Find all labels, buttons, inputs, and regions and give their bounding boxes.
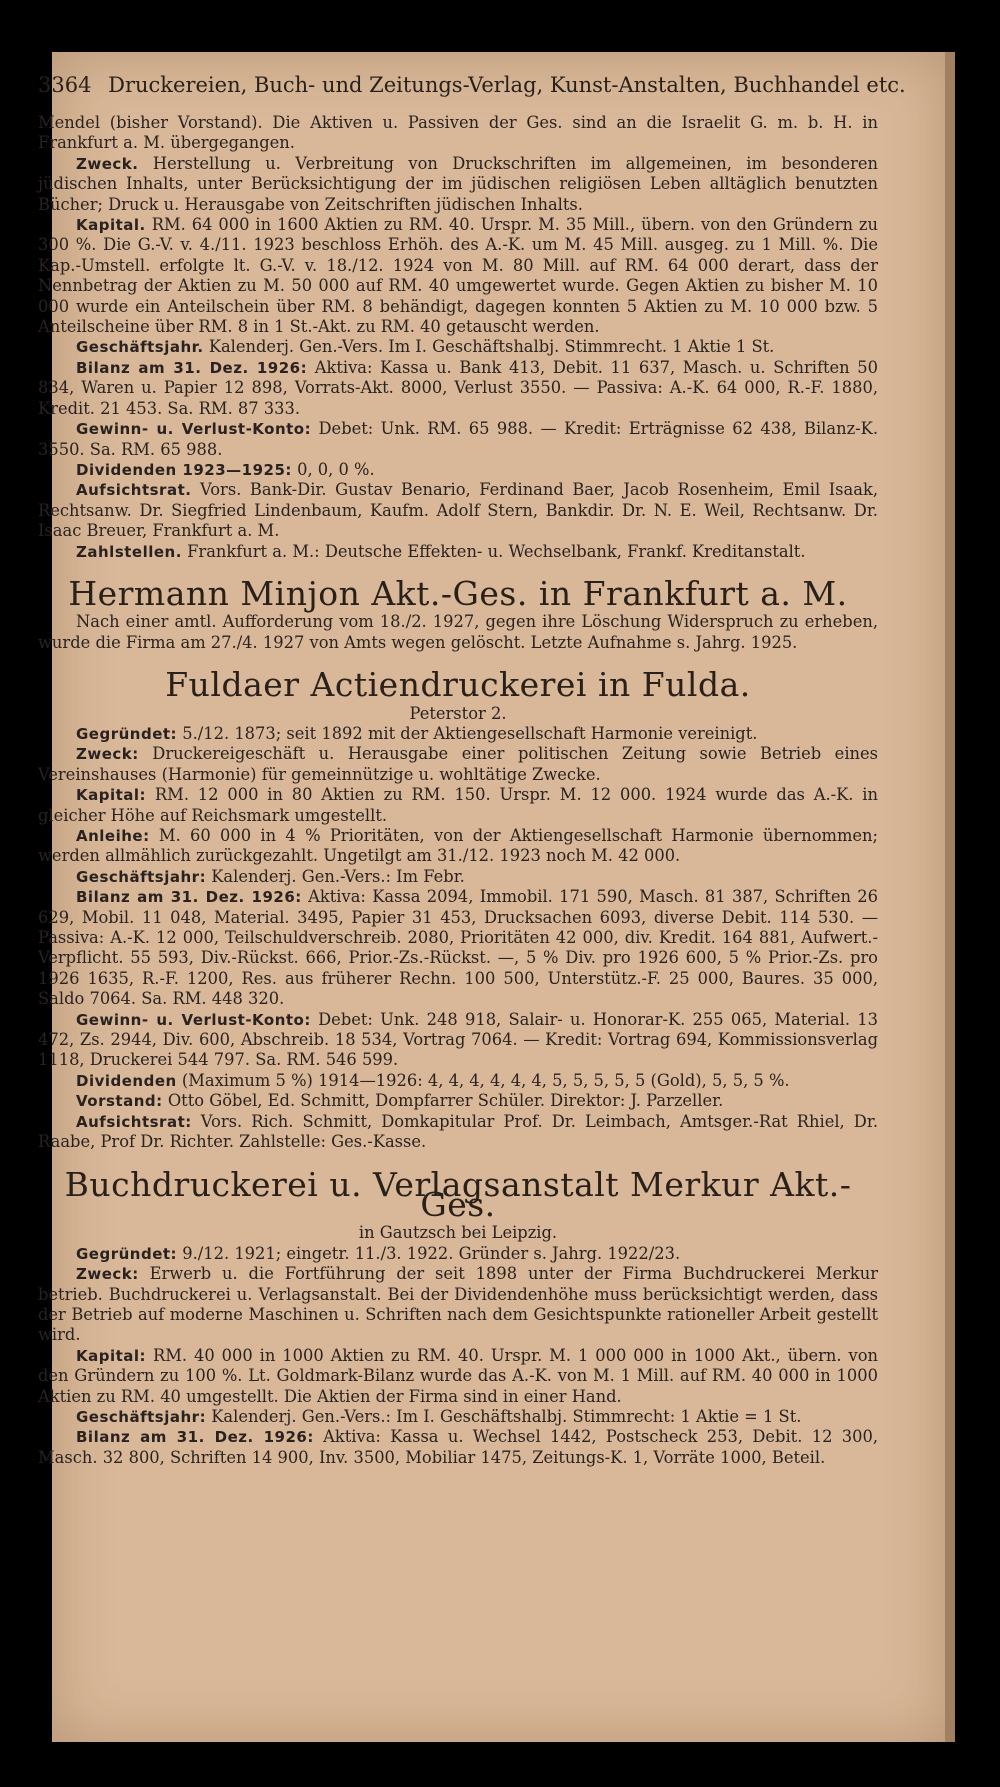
entry-label: Kapital: bbox=[76, 786, 147, 805]
entry-paragraph bbox=[38, 460, 878, 480]
entry-label: Geschäftsjahr: bbox=[76, 1407, 207, 1426]
entry-paragraph bbox=[38, 1407, 878, 1427]
entry-paragraph bbox=[38, 1071, 878, 1091]
entry-paragraph bbox=[38, 419, 878, 460]
entry-text: Vors. Rich. Schmitt, Domkapitular Prof. Dr. Leimbach, Amtsger.-Rat Rhiel, Dr. Raabe, Prof Dr. Richter. Zahlstelle: Ges.-Kasse. bbox=[38, 1111, 878, 1152]
entry-text: Debet: Unk. 248 918, Salair- u. Honorar-K. 255 065, Material. 13 472, Zs. 2944, Div. 600, Abschreib. 18 534, Vortrag 7064. — Kredit: Vortrag 694, Kommissionsverlag 1118, Druckerei 544 797. Sa. RM. 546 599. bbox=[38, 1009, 878, 1070]
entry-text: Debet: Unk. RM. 65 988. — Kredit: Erträgnisse 62 438, Bilanz-K. 3550. Sa. RM. 65 988. bbox=[38, 419, 878, 459]
entry-label: Bilanz am 31. Dez. 1926: bbox=[76, 1428, 314, 1447]
entry-text: Kalenderj. Gen.-Vers.: Im I. Geschäftshalbj. Stimmrecht: 1 Aktie = 1 St. bbox=[206, 1406, 802, 1426]
entry-text: Herstellung u. Verbreitung von Druckschriften im allgemeinen, im besonderen jüdischen Inhalts, unter Berücksichtigung der im jüdischen religiösen Leben alltäglich benutzten Bücher; Druck u. Herausgabe von Zeitschriften jüdischen Inhalts. bbox=[38, 153, 878, 214]
entry-label: Bilanz am 31. Dez. 1926: bbox=[76, 888, 302, 907]
entry-paragraph bbox=[38, 358, 878, 419]
entry-text: Nach einer amtl. Aufforderung vom 18./2. 1927, gegen ihre Löschung Widerspruch zu erheben, wurde die Firma am 27./4. 1927 von Amts wegen gelöscht. Letzte Aufnahme s. Jahrg. 1925. bbox=[38, 612, 878, 652]
entry-text: Druckereigeschäft u. Herausgabe einer politischen Zeitung sowie Betrieb eines Vereinshauses (Harmonie) für gemeinnützige u. wohltätige Zwecke. bbox=[38, 744, 878, 784]
entry-text: RM. 40 000 in 1000 Aktien zu RM. 40. Urspr. M. 1 000 000 in 1000 Akt., übern. von den Gründern zu 100 %. Lt. Goldmark-Bilanz wurde das A.-K. von M. 1 Mill. auf RM. 40 000 in 1000 Aktien zu RM. 40 umgestellt. Die Aktien der Firma sind in einer Hand. bbox=[38, 1345, 878, 1406]
entry-label: Zweck: bbox=[76, 745, 139, 764]
entry-paragraph bbox=[38, 154, 878, 215]
entry-paragraph bbox=[38, 867, 878, 887]
entry-label: Geschäftsjahr. bbox=[76, 338, 204, 357]
entry-paragraph bbox=[38, 113, 878, 154]
entry-paragraph bbox=[38, 337, 878, 357]
entry-label: Anleihe: bbox=[76, 827, 150, 845]
entry-label: Dividenden bbox=[76, 1071, 177, 1090]
company-title: Buchdruckerei u. Verlagsanstalt Merkur Akt.-Ges. bbox=[64, 1164, 852, 1224]
page-number: 3364 bbox=[38, 73, 92, 97]
entry-label: Zweck: bbox=[76, 1265, 139, 1284]
entry-text: Erwerb u. die Fortführung der seit 1898 unter der Firma Buchdruckerei Merkur betrieb. Buchdruckerei u. Verlagsanstalt. Bei der Dividendenhöhe muss berücksichtigt werden, dass der Betrieb auf moderne Maschinen u. Schriften nach dem Gesichtspunkte rationeller Arbeit gestellt wird. bbox=[38, 1264, 878, 1345]
entry-paragraph bbox=[38, 826, 878, 867]
page-content bbox=[38, 113, 878, 1468]
entry-label: Zahlstellen. bbox=[76, 542, 182, 561]
entry-paragraph bbox=[38, 744, 878, 785]
entry-paragraph bbox=[38, 1427, 878, 1468]
entry-label: Gewinn- u. Verlust-Konto: bbox=[76, 420, 312, 439]
entry-text: RM. 12 000 in 80 Aktien zu RM. 150. Urspr. M. 12 000. 1924 wurde das A.-K. in gleicher Höhe auf Reichsmark umgestellt. bbox=[38, 785, 878, 825]
entry-label: Kapital. bbox=[76, 216, 146, 235]
entry-paragraph bbox=[38, 724, 878, 744]
entry-label: Aufsichtsrat. bbox=[76, 481, 192, 500]
entry-label: Dividenden 1923—1925: bbox=[76, 460, 292, 479]
entry-text: 9./12. 1921; eingetr. 11./3. 1922. Gründer s. Jahrg. 1922/23. bbox=[177, 1243, 681, 1263]
entry-label: Bilanz am 31. Dez. 1926: bbox=[76, 358, 308, 377]
entry-paragraph bbox=[38, 1112, 878, 1153]
entry-paragraph bbox=[38, 480, 878, 541]
entry-text: RM. 64 000 in 1600 Aktien zu RM. 40. Urspr. M. 35 Mill., übern. von den Gründern zu 300 %. Die G.-V. v. 4./11. 1923 beschloss Erhöh. des A.-K. um M. 45 Mill. ausgeg. zu 1 Mill. %. Die Kap.-Umstell. erfolgte lt. G.-V. v. 18./12. 1924 von M. 80 Mill. auf RM. 64 000 derart, dass der Nennbetrag der Aktien zu M. 50 000 auf RM. 40 umgewertet wurde. Gegen Aktien zu bisher M. 10 000 wurde ein Anteilschein über RM. 8 behändigt, dagegen konnten 5 Aktien zu M. 10 000 bzw. 5 Anteilscheine über RM. 8 in 1 St.-Akt. zu RM. 40 getauscht werden. bbox=[38, 215, 878, 337]
entry-text: 0, 0, 0 %. bbox=[291, 459, 375, 479]
company-title: Fuldaer Actiendruckerei in Fulda. bbox=[165, 665, 751, 705]
entry-text: Aktiva: Kassa u. Bank 413, Debit. 11 637, Masch. u. Schriften 50 834, Waren u. Papier 12 898, Vorrats-Akt. 8000, Verlust 3550. — Passiva: A.-K. 64 000, R.-F. 1880, Kredit. 21 453. Sa. RM. 87 333. bbox=[38, 357, 878, 418]
company-address: Peterstor 2. bbox=[409, 703, 507, 723]
entry-text: Otto Göbel, Ed. Schmitt, Dompfarrer Schüler. Direktor: J. Parzeller. bbox=[162, 1091, 724, 1111]
running-header bbox=[38, 73, 906, 97]
entry-label: Gegründet: bbox=[76, 1244, 178, 1263]
entry-label: Gegründet: bbox=[76, 724, 178, 743]
entry-label: Aufsichtsrat: bbox=[76, 1112, 192, 1131]
entry-text: Aktiva: Kassa 2094, Immobil. 171 590, Masch. 81 387, Schriften 26 629, Mobil. 11 048, Material. 3495, Papier 31 453, Drucksachen 6093, diverse Debit. 114 530. — Passiva: A.-K. 12 000, Teilschuldverschreib. 2080, Prioritäten 42 000, div. Kredit. 164 881, Aufwert.-Verpflicht. 55 593, Div.-Rückst. 666, Prior.-Zs.-Rückst. —, 5 % Div. pro 1926 600, 5 % Prior.-Zs. pro 1926 1635, R.-F. 1200, Res. aus früherer Rechn. 100 500, Unterstütz.-F. 25 000, Baures. 35 000, Saldo 7064. Sa. RM. 448 320. bbox=[38, 887, 878, 1009]
entry-paragraph bbox=[38, 887, 878, 1009]
entry-label: Kapital: bbox=[76, 1346, 147, 1365]
entry-paragraph bbox=[38, 1264, 878, 1346]
entry-text: (Maximum 5 %) 1914—1926: 4, 4, 4, 4, 4, 4, 5, 5, 5, 5, 5 (Gold), 5, 5, 5 %. bbox=[176, 1070, 790, 1090]
entry-text: Aktiva: Kassa u. Wechsel 1442, Postscheck 253, Debit. 12 300, Masch. 32 800, Schriften 14 900, Inv. 3500, Mobiliar 1475, Zeitungs-K. 1, Vorräte 1000, Beteil. bbox=[38, 1427, 878, 1467]
entry-text: Kalenderj. Gen.-Vers. Im I. Geschäftshalbj. Stimmrecht. 1 Aktie 1 St. bbox=[203, 337, 775, 357]
page-edge bbox=[945, 52, 955, 1742]
running-title: Druckereien, Buch- und Zeitungs-Verlag, Kunst-Anstalten, Buchhandel etc. bbox=[108, 73, 906, 97]
entry-paragraph bbox=[38, 1010, 878, 1071]
entry-paragraph bbox=[38, 1346, 878, 1407]
entry-text: M. 60 000 in 4 % Prioritäten, von der Aktiengesellschaft Harmonie übernommen; werden allmählich zurückgezahlt. Ungetilgt am 31./12. 1923 noch M. 42 000. bbox=[38, 826, 878, 866]
company-address: in Gautzsch bei Leipzig. bbox=[358, 1223, 558, 1243]
entry-label: Zweck. bbox=[76, 154, 139, 173]
entry-paragraph bbox=[38, 215, 878, 337]
entry-text: Kalenderj. Gen.-Vers.: Im Febr. bbox=[206, 866, 465, 886]
entry-paragraph bbox=[38, 612, 878, 653]
entry-label: Vorstand: bbox=[76, 1092, 163, 1111]
entry-text: Frankfurt a. M.: Deutsche Effekten- u. Wechselbank, Frankf. Kreditanstalt. bbox=[181, 541, 806, 561]
entry-paragraph bbox=[38, 785, 878, 826]
entry-paragraph bbox=[38, 1091, 878, 1111]
entry-text: 5./12. 1873; seit 1892 mit der Aktiengesellschaft Harmonie vereinigt. bbox=[177, 723, 758, 743]
company-title: Hermann Minjon Akt.-Ges. in Frankfurt a. M. bbox=[68, 573, 848, 613]
entry-label: Geschäftsjahr: bbox=[76, 867, 207, 886]
entry-text: Mendel (bisher Vorstand). Die Aktiven u. Passiven der Ges. sind an die Israelit G. m. b. H. in Frankfurt a. M. übergegangen. bbox=[38, 113, 878, 153]
entry-label: Gewinn- u. Verlust-Konto: bbox=[76, 1010, 311, 1029]
entry-text: Vors. Bank-Dir. Gustav Benario, Ferdinand Baer, Jacob Rosenheim, Emil Isaak, Rechtsanw. Dr. Siegfried Lindenbaum, Kaufm. Adolf Stern, Bankdir. Dr. N. E. Weil, Rechtsanw. Dr. Isaac Breuer, Frankfurt a. M. bbox=[38, 480, 878, 541]
entry-paragraph bbox=[38, 542, 878, 562]
entry-paragraph bbox=[38, 1244, 878, 1264]
